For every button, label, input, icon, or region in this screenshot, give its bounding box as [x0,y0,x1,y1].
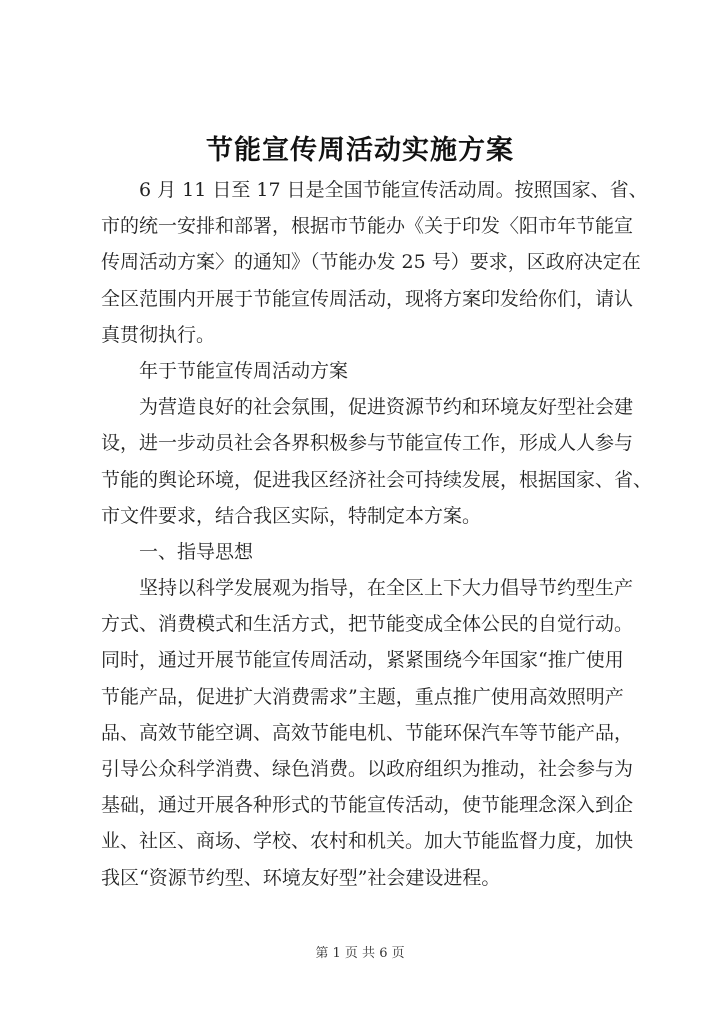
paragraph [101,570,634,896]
text-line: 同时，通过开展节能宣传周活动，紧紧围绕今年国家“推广使用 [101,649,624,672]
paragraph [101,389,653,534]
text-line: 品、高效节能空调、高效节能电机、节能环保汽车等节能产品， [101,721,634,744]
text-line: 市文件要求，结合我区实际，特制定本方案。 [101,504,482,527]
document-body [101,172,653,896]
paragraph [101,172,648,353]
text-line: 我区“资源节约型、环境友好型”社会建设进程。 [101,866,501,889]
document-title: 节能宣传周活动实施方案 [206,135,514,166]
text-line: 坚持以科学发展观为指导，在全区上下大力倡导节约型生产 [139,577,634,600]
text-line: 市的统一安排和部署，根据市节能办《关于印发〈阳市年节能宣 [101,215,634,238]
text-line: 传周活动方案〉的通知》（节能办发 25 号）要求，区政府决定在 [101,251,641,274]
text-line: 引导公众科学消费、绿色消费。以政府组织为推动，社会参与为 [101,758,634,780]
page-footer: 第 1 页 共 6 页 [315,946,405,961]
text-line: 一、指导思想 [139,540,254,563]
text-line: 节能产品，促进扩大消费需求”主题，重点推广使用高效照明产 [101,685,624,708]
text-line: 真贯彻执行。 [101,323,216,346]
paragraph [101,534,621,570]
text-line: 全区范围内开展于节能宣传周活动，现将方案印发给你们，请认 [101,287,634,310]
text-line: 节能的舆论环境，促进我区经济社会可持续发展，根据国家、省、 [101,468,653,491]
text-line: 为营造良好的社会氛围，促进资源节约和环境友好型社会建 [139,396,634,419]
paragraph [101,353,621,389]
text-line: 设，进一步动员社会各界积极参与节能宣传工作，形成人人参与 [101,432,634,455]
text-line: 基础，通过开展各种形式的节能宣传活动，使节能理念深入到企 [101,794,634,817]
text-line: 年于节能宣传周活动方案 [139,359,349,382]
text-line: 6 月 11 日至 17 日是全国节能宣传活动周。按照国家、省、 [139,179,648,201]
text-line: 方式、消费模式和生活方式，把节能变成全体公民的自觉行动。 [101,613,634,636]
text-line: 业、社区、商场、学校、农村和机关。加大节能监督力度，加快 [101,830,634,853]
